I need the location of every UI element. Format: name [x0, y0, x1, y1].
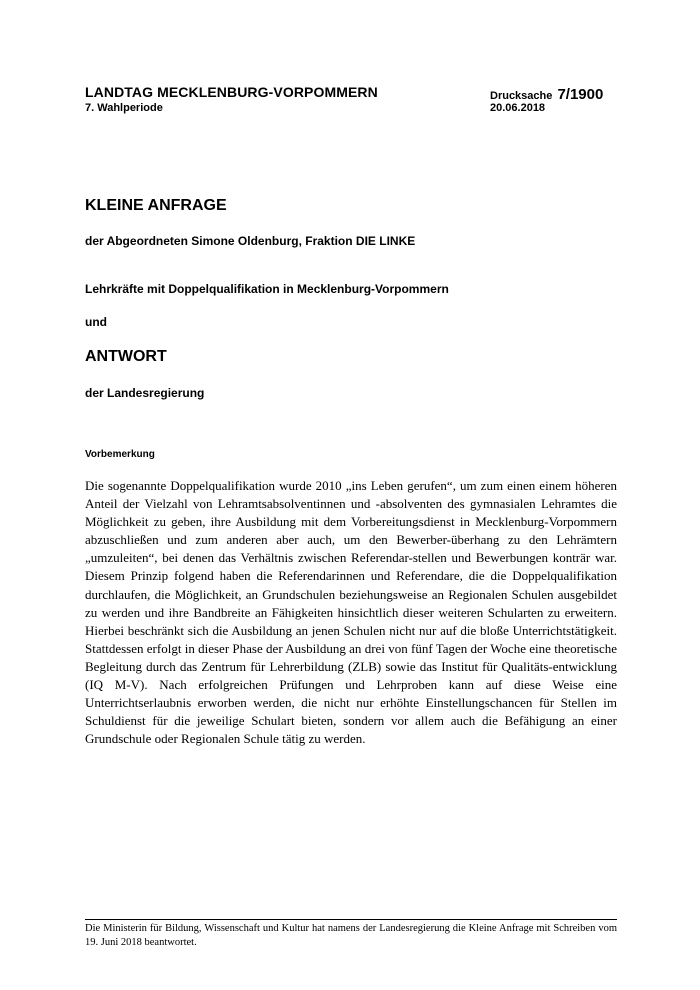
- drucksache: [490, 86, 603, 103]
- connector-line: und: [85, 315, 107, 329]
- drucksache-number: 7/1900: [557, 86, 604, 103]
- preface-heading: Vorbemerkung: [85, 449, 155, 460]
- document-type-title: KLEINE ANFRAGE: [85, 197, 227, 214]
- answer-by-line: der Landesregierung: [85, 386, 205, 400]
- parliament-name: LANDTAG MECKLENBURG-VORPOMMERN: [85, 84, 378, 100]
- document-date: 20.06.2018: [490, 102, 546, 114]
- subject-line: Lehrkräfte mit Doppelqualifikation in Mecklenburg-Vorpommern: [85, 282, 449, 296]
- author-line: der Abgeordneten Simone Oldenburg, Fraktion DIE LINKE: [85, 234, 416, 248]
- drucksache-label: Drucksache: [490, 90, 553, 102]
- answer-title: ANTWORT: [85, 348, 167, 365]
- preface-body: [85, 477, 617, 748]
- footer-divider: [85, 919, 617, 920]
- preface-paragraph: Die sogenannte Doppelqualifikation wurde 2010 „ins Leben gerufen“, um zum einen einem höheren Anteil der Vielzahl von Lehramtsabsolventinnen und -absolventen des gymnasialen Lehramtes die Möglichkeit zu geben, ihre Ausbildung mit dem Vorbereitungsdienst in Mecklenburg-Vorpommern abzuschließen und zum anderen aber auch, um den Bewerber-überhang zu den Lehrämtern „umzuleiten“, bei denen das Verhältnis zwischen Referendar-stellen und Bewerbungen konträr war. Diesem Prinzip folgend haben die Referendarinnen und Referendare, die die Doppelqualifikation durchlaufen, die Möglichkeit, an Grundschulen beziehungsweise an Regionalen Schulen ausgebildet zu werden und ihre Bandbreite an Fähigkeiten hinsichtlich dieser weiteren Schularten zu erweitern. Hierbei beschränkt sich die Ausbildung an jenen Schulen nicht nur auf die bloße Unterrichtstätigkeit. Stattdessen erfolgt in dieser Phase der Ausbildung an drei von fünf Tagen der Woche eine theoretische Begleitung durch das Zentrum für Lehrerbildung (ZLB) sowie das Institut für Qualitäts-entwicklung (IQ M-V). Nach erfolgreichen Prüfungen und Lehrproben kann auf diese Weise eine Unterrichtserlaubnis erworben werden, die nicht nur erhöhte Einstellungschancen für Stellen im Schuldienst für die jeweilige Schulart bieten, sondern vor allem auch die Befähigung an einer Grundschule oder Regionalen Schule tätig zu werden.: [85, 478, 617, 747]
- footer-note: Die Ministerin für Bildung, Wissenschaft und Kultur hat namens der Landesregierung die Kleine Anfrage mit Schreiben vom 19. Juni 2018 beantwortet.: [85, 923, 617, 948]
- election-period: 7. Wahlperiode: [85, 102, 163, 114]
